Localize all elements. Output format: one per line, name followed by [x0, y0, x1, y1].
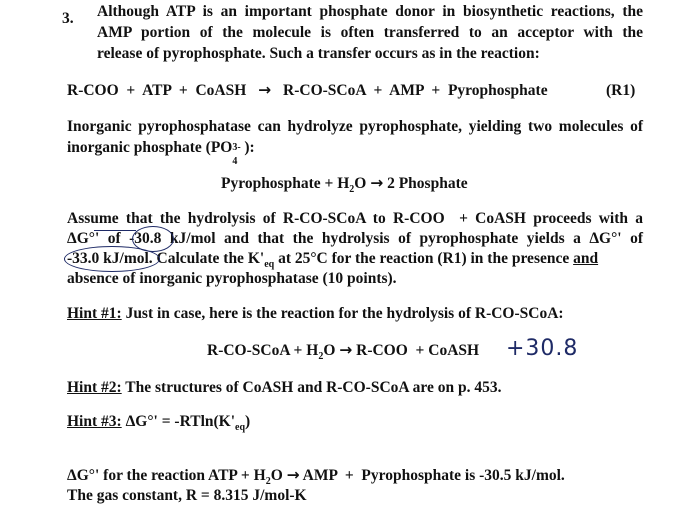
footer-line-2: The gas constant, R = 8.315 J/mol-K — [67, 487, 307, 504]
hint1-reaction-sub: 2 — [318, 351, 324, 363]
assume-and: and — [573, 250, 599, 267]
hint1-text: Just in case, here is the reaction for the hydrolysis of R-CO-SCoA: — [121, 305, 564, 322]
reaction-ppi — [221, 174, 468, 196]
footer-line-1-c: AMP + Pyrophosphate is -30.5 kJ/mol. — [299, 467, 565, 484]
reaction-arrow-icon: → — [258, 81, 272, 99]
hint1-reaction — [207, 341, 480, 363]
reaction-ppi-arrow-icon: → — [370, 174, 384, 192]
assume-line-3 — [67, 250, 599, 271]
hint1 — [67, 306, 564, 322]
assume-line-3-text: -33.0 kJ/mol. Calculate the K' — [67, 250, 265, 267]
reaction-r1-lhs: R-COO + ATP + CoASH — [67, 82, 247, 99]
ppase-line-1: Inorganic pyrophosphatase can hydrolyze pyrophosphate, yielding two molecules of — [67, 118, 643, 135]
intro-line-2: AMP portion of the molecule is often transferred to an acceptor with the — [97, 24, 643, 41]
ppase-line-2: inorganic phosphate (PO 3- 4 ): — [67, 139, 255, 167]
hint1-reaction-lhs: R-CO-SCoA + H — [207, 342, 319, 359]
reaction-ppi-sub: 2 — [349, 184, 355, 196]
hint3-sub: eq — [235, 422, 246, 434]
hint2-text: The structures of CoASH and R-CO-SCoA are on p. 453. — [121, 379, 502, 396]
hint1-arrow-icon: → — [339, 341, 353, 359]
hint3-end: ) — [245, 413, 251, 430]
ppase-line-2-text: inorganic phosphate (PO — [67, 139, 233, 156]
hint1-label: Hint #1: — [67, 305, 122, 322]
problem-number: 3. — [62, 10, 74, 27]
footer-arrow-icon: → — [286, 466, 300, 484]
assume-line-2: ΔG°' of -30.8 kJ/mol and that the hydrolysis of pyrophosphate yields a ΔG°' of — [67, 230, 643, 247]
assume-keq-sub: eq — [264, 259, 275, 271]
ppase-line-2-end: ): — [244, 139, 255, 156]
reaction-r1-rhs: R-CO-SCoA + AMP + Pyrophosphate — [283, 82, 548, 99]
footer-line-1 — [67, 466, 565, 488]
assume-line-1: Assume that the hydrolysis of R-CO-SCoA to R-COO + CoASH proceeds with a — [67, 210, 643, 227]
handwritten-value: +30.8 — [506, 336, 579, 361]
assume-line-4: absence of inorganic pyrophosphatase (10 points). — [67, 270, 397, 287]
hint1-reaction-mid: O — [323, 342, 336, 359]
footer-line-1-sub: 2 — [265, 476, 271, 488]
hint1-reaction-rhs: R-COO + CoASH — [352, 342, 480, 359]
assume-line-3-rest: at 25°C for the reaction (R1) in the presence — [274, 250, 574, 267]
reaction-ppi-mid: O — [354, 175, 367, 192]
hint2-label: Hint #2: — [67, 379, 122, 396]
intro-line-1: Although ATP is an important phosphate donor in biosynthetic reactions, the — [97, 3, 643, 20]
reaction-ppi-rhs: 2 Phosphate — [383, 175, 468, 192]
footer-line-1-a: ΔG°' for the reaction ATP + H — [67, 467, 266, 484]
hint3 — [67, 413, 251, 434]
reaction-r1 — [67, 83, 548, 99]
intro-line-3: release of pyrophosphate. Such a transfer occurs as in the reaction: — [97, 45, 540, 62]
footer-line-1-b: O — [270, 467, 287, 484]
hint3-text: ΔG°' = -RTln(K' — [121, 413, 236, 430]
reaction-r1-label: (R1) — [606, 82, 636, 99]
hint2 — [67, 380, 501, 396]
reaction-ppi-lhs: Pyrophosphate + H — [221, 175, 350, 192]
hint3-label: Hint #3: — [67, 413, 122, 430]
